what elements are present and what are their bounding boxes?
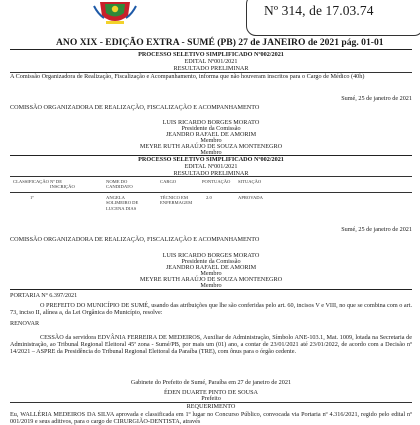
notice2-process: PROCESSO SELETIVO SIMPLIFICADO Nº002/2021 xyxy=(138,156,284,163)
table-header-cell: CLASSIFICAÇÃO xyxy=(13,179,49,184)
table-header-cell: Nº DE INSCRIÇÃO xyxy=(50,179,75,190)
signer-role: Membro xyxy=(200,149,222,156)
portaria-signer-role: Prefeito xyxy=(201,395,221,402)
table-cell-name: ANGELA SOLIMEIRO DE LUCENA DIAS xyxy=(106,195,139,211)
portaria-signer: ÉDEN DUARTE PINTO DE SOUSA xyxy=(163,389,259,396)
edition-line: ANO XIX - EDIÇÃO EXTRA - SUMÉ (PB) 27 de JANEIRO de 2021 pág. 01-01 xyxy=(56,37,384,48)
notice1-commission: COMISSÃO ORGANIZADORA DE REALIZAÇÃO, FISCALIZAÇÃO E ACOMPANHAMENTO xyxy=(10,104,260,111)
notice1-body: A Comissão Organizadora de Realização, Fiscalização e Acompanhamento, informa que não houveram inscritos para o Cargo de Médico (40h) xyxy=(10,73,365,80)
signer-name: MEYRE RUTH ARAÚJO DE SOUZA MONTENEGRO xyxy=(139,143,283,150)
notice1-result: RESULTADO PRELIMINAR xyxy=(173,65,249,72)
requerimento-title: REQUERIMENTO xyxy=(186,403,236,410)
table-header-cell: PONTUAÇÃO xyxy=(202,179,231,184)
table-header-cell: NOME DO CANDIDATO xyxy=(106,179,133,190)
law-number: Nº 314, de 17.03.74 xyxy=(264,3,374,18)
signer-role: Membro xyxy=(200,137,222,144)
signer-name: JEANDRO RAFAEL DE AMORIM xyxy=(165,264,257,271)
notice2-date: Sumé, 25 de janeiro de 2021 xyxy=(341,226,412,233)
signer-name: JEANDRO RAFAEL DE AMORIM xyxy=(165,131,257,138)
portaria-preamble: O PREFEITO DO MUNICÍPIO DE SUMÉ, usando das atribuições que lhe são conferidas pelo art. 60, incisos V e VIII, no que se combina com o art. 73, inciso II, alínea a, da Lei Orgânica do Município, resolve: xyxy=(10,302,412,317)
notice1-process: PROCESSO SELETIVO SIMPLIFICADO Nº002/2021 xyxy=(138,51,284,58)
notice2-edital: EDITAL Nº001/2021 xyxy=(184,163,238,170)
signer-role: Membro xyxy=(200,282,222,289)
signer-role: Presidente da Comissão xyxy=(181,125,241,132)
table-header-cell: CARGO xyxy=(160,179,177,184)
table-cell-rank: 1º xyxy=(30,195,34,200)
notice1-edital: EDITAL Nº001/2021 xyxy=(184,58,238,65)
table-top-rule xyxy=(10,176,412,177)
notice2-commission: COMISSÃO ORGANIZADORA DE REALIZAÇÃO, FISCALIZAÇÃO E ACOMPANHAMENTO xyxy=(10,236,260,243)
requerimento-body: Eu, WALLÉRIA MEDEIROS DA SILVA aprovada e classificada em 1º lugar no Concurso Público, convocada via Portaria nº 4.316/2021, regido pelo edital nº 001/2019 e seus aditivos, para o cargo de CIRURGIÃO-DENTISTA, através xyxy=(10,411,412,425)
portaria-action: RENOVAR xyxy=(10,320,40,327)
table-header-rule xyxy=(10,192,412,193)
signer-role: Presidente da Comissão xyxy=(181,258,241,265)
signer-name: MEYRE RUTH ARAÚJO DE SOUZA MONTENEGRO xyxy=(139,276,283,283)
signer-name: LUIS RICARDO BORGES MORATO xyxy=(162,252,260,259)
results-table xyxy=(10,176,412,222)
notice1-date: Sumé, 25 de janeiro de 2021 xyxy=(341,95,412,102)
portaria-title: PORTARIA Nº 6.397/2021 xyxy=(10,292,78,299)
table-header-cell: SITUAÇÃO xyxy=(238,179,262,184)
portaria-body: CESSÃO da servidora EDVÂNIA FERREIRA DE MEDEIROS, Auxiliar de Administração, Símbolo ANE-103.1, Mat. 1009, lotada na Secretaria de Administração, ao Tribunal Regional Eleitoral 45ª zona - Sumé/PB, por mais um (01) ano, a contar de 23/01/2021 até 23/01/2022, de acordo com a Decisão nº 14/2021 – ASPRE da Presidência do Tribunal Regional Eleitoral da Paraíba (TRE), com ônus para o órgão cedente. xyxy=(10,334,412,356)
signer-name: LUIS RICARDO BORGES MORATO xyxy=(162,119,260,126)
table-cell-score: 2.0 xyxy=(206,195,212,200)
municipal-crest-icon xyxy=(92,0,138,26)
table-cell-status: APROVADA xyxy=(238,195,263,200)
divider xyxy=(10,49,412,50)
portaria-closing: Gabinete do Prefeito de Sumé, Paraíba em 27 de janeiro de 2021 xyxy=(130,379,292,386)
signer-role: Membro xyxy=(200,270,222,277)
table-cell-role: TÉCNICO EM ENFERMAGEM xyxy=(160,195,193,206)
divider xyxy=(10,289,412,290)
notice2-result: RESULTADO PRELIMINAR xyxy=(173,170,249,177)
